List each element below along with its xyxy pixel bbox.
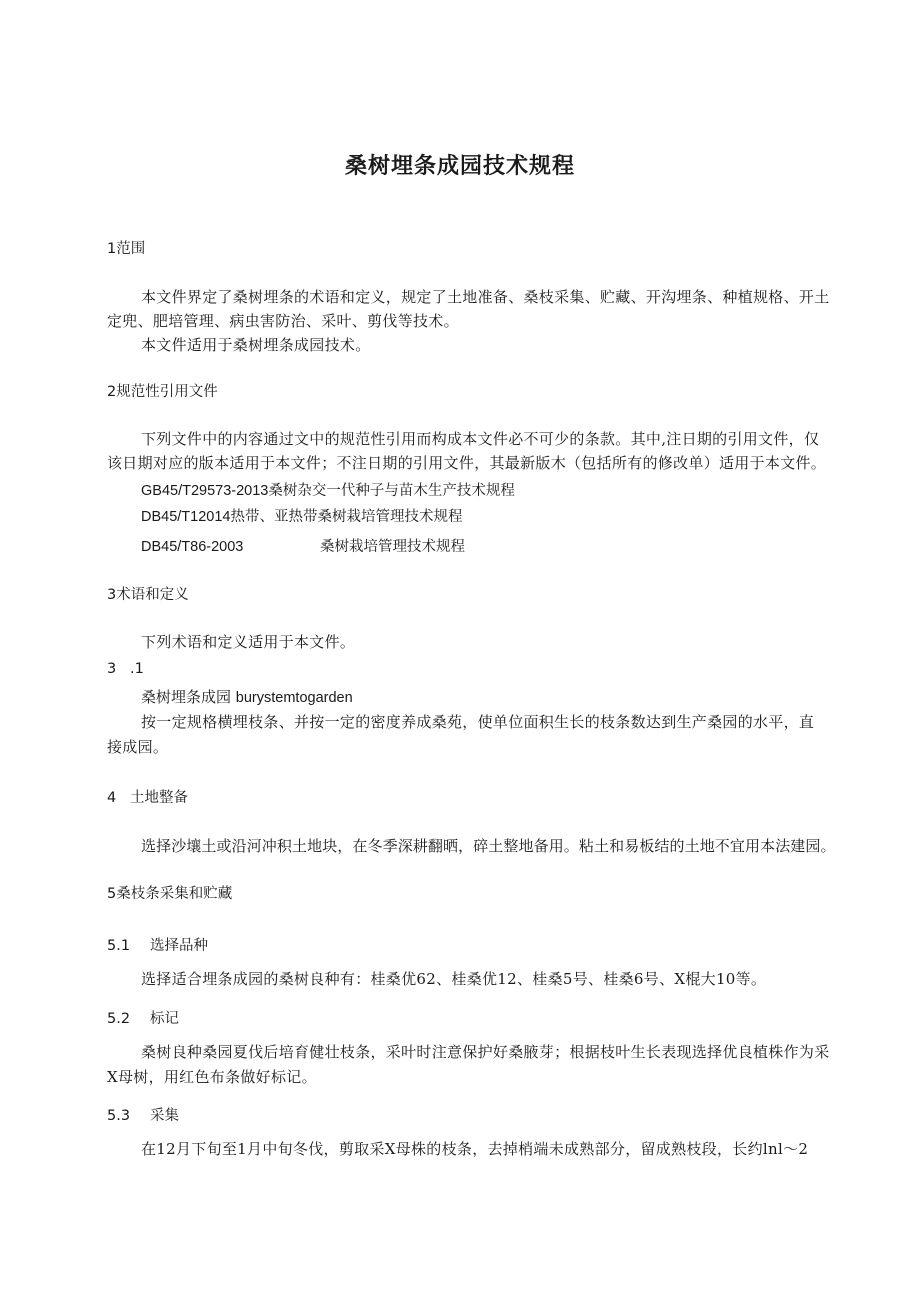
term-english: burystemtogarden <box>235 690 353 706</box>
section-1-heading: 1范围 <box>107 241 146 257</box>
document-title: 桑树埋条成园技术规程 <box>344 154 575 179</box>
section-5-2-heading: 标记 <box>150 1011 179 1027</box>
section-5-3-paragraph-line-1: 在12月下旬至1月中旬冬伐，剪取采X母株的枝条，去掉梢端未成熟部分，留成熟枝段，长约lnl～2 <box>141 1140 809 1158</box>
section-2-paragraph-line-1: 下列文件中的内容通过文中的规范性引用而构成本文件必不可少的条款。其中,注日期的引用文件，仅 <box>141 430 820 448</box>
section-5-1-heading: 选择品种 <box>150 938 208 954</box>
section-4-heading: 4 土地整备 <box>107 790 189 806</box>
section-5-heading: 5桑枝条采集和贮藏 <box>107 886 233 902</box>
term-definition-line-1: 按一定规格横埋枝条、并按一定的密度养成桑苑，使单位面积生长的枝条数达到生产桑园的水平，直 <box>141 713 815 731</box>
reference-code: GB45/T29573-2013 <box>141 483 269 499</box>
reference-code: DB45/T86-2003 <box>141 539 244 555</box>
section-5-2-paragraph-line-1: 桑树良种桑园夏伐后培育健壮枝条，采叶时注意保护好桑腋芽；根据枝叶生长表现选择优良植株作为采 <box>141 1043 830 1061</box>
section-5-1-number: 5.1 <box>107 938 131 954</box>
term-chinese: 桑树埋条成园 <box>141 688 232 706</box>
reference-item <box>141 507 462 527</box>
reference-title: 桑树杂交一代种子与苗木生产技术规程 <box>268 483 515 499</box>
section-2-paragraph-line-2: 该日期对应的版本适用于本文件；不注日期的引用文件，其最新版木（包括所有的修改单）适用于本文件。 <box>107 454 827 472</box>
section-5-1-paragraph: 选择适合埋条成园的桑树良种有：桂桑优62、桂桑优12、桂桑5号、桂桑6号、X棍大10等。 <box>141 970 767 988</box>
section-2-heading: 2规范性引用文件 <box>107 384 218 400</box>
term-entry <box>141 687 353 708</box>
term-definition-line-2: 接成园。 <box>107 738 169 756</box>
reference-title: 桑树栽培管理技术规程 <box>320 539 465 555</box>
reference-title: 热带、亚热带桑树栽培管理技术规程 <box>230 509 463 525</box>
section-5-3-heading: 采集 <box>150 1108 179 1124</box>
reference-code: DB45/T12014 <box>141 509 231 525</box>
section-5-2-number: 5.2 <box>107 1011 131 1027</box>
section-1-paragraph-line-2: 定兜、肥培管理、病虫害防治、采叶、剪伐等技术。 <box>107 312 459 330</box>
section-1-paragraph-line-1: 本文件界定了桑树埋条的术语和定义，规定了土地准备、桑枝采集、贮藏、开沟埋条、种植规格、开土 <box>141 288 830 306</box>
section-3-paragraph: 下列术语和定义适用于本文件。 <box>141 633 356 651</box>
reference-item <box>141 481 515 501</box>
section-5-3-number: 5.3 <box>107 1108 131 1124</box>
reference-item <box>141 537 243 557</box>
section-3-heading: 3术语和定义 <box>107 587 189 603</box>
section-4-paragraph: 选择沙壤土或沿河冲积土地块，在冬季深耕翻晒，碎土整地备用。粘土和易板结的土地不宜用本法建园。 <box>141 837 836 855</box>
section-3-1-number: 3 .1 <box>107 661 144 677</box>
section-5-2-paragraph-line-2: X母树，用红色布条做好标记。 <box>107 1068 317 1086</box>
section-1-paragraph-2: 本文件适用于桑树埋条成园技术。 <box>141 336 371 354</box>
